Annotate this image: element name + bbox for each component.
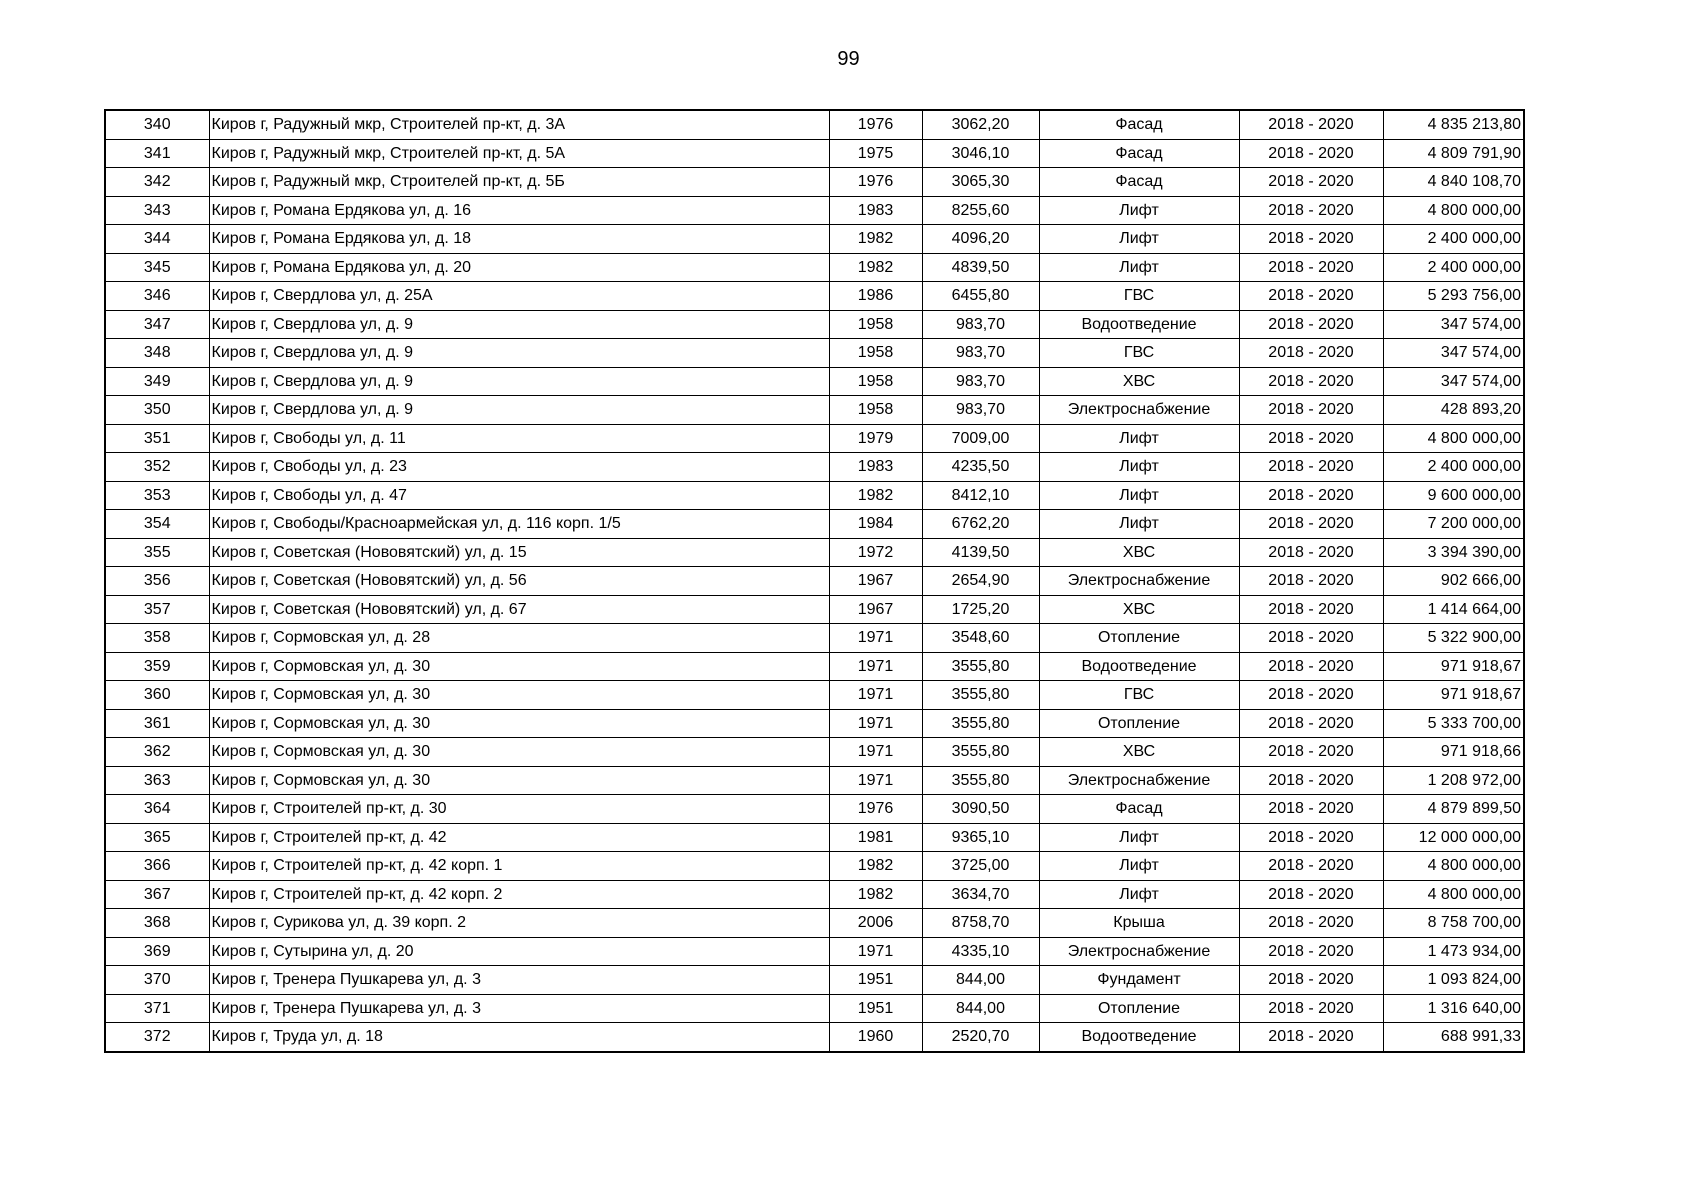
page-number: 99 (837, 48, 860, 70)
address-cell: Киров г, Радужный мкр, Строителей пр-кт, д. 3А (209, 110, 829, 139)
row-number-cell: 354 (105, 510, 209, 539)
year-built-cell: 1967 (829, 567, 922, 596)
row-number-cell: 352 (105, 453, 209, 482)
cost-cell: 2 400 000,00 (1383, 225, 1524, 254)
table-row (105, 253, 1524, 282)
address-cell: Киров г, Романа Ердякова ул, д. 16 (209, 196, 829, 225)
table-row (105, 567, 1524, 596)
cost-cell: 971 918,67 (1383, 681, 1524, 710)
table-row (105, 310, 1524, 339)
work-type-cell: Лифт (1039, 823, 1239, 852)
period-cell: 2018 - 2020 (1239, 738, 1383, 767)
work-type-cell: Лифт (1039, 880, 1239, 909)
period-cell: 2018 - 2020 (1239, 139, 1383, 168)
area-cell: 3555,80 (922, 652, 1039, 681)
period-cell: 2018 - 2020 (1239, 110, 1383, 139)
address-cell: Киров г, Сормовская ул, д. 30 (209, 766, 829, 795)
area-cell: 3065,30 (922, 168, 1039, 197)
year-built-cell: 1971 (829, 738, 922, 767)
work-type-cell: Лифт (1039, 225, 1239, 254)
table-row (105, 367, 1524, 396)
cost-cell: 688 991,33 (1383, 1023, 1524, 1052)
work-type-cell: Фасад (1039, 110, 1239, 139)
row-number-cell: 340 (105, 110, 209, 139)
year-built-cell: 1983 (829, 453, 922, 482)
work-type-cell: Лифт (1039, 253, 1239, 282)
table-row (105, 396, 1524, 425)
year-built-cell: 1976 (829, 110, 922, 139)
year-built-cell: 1975 (829, 139, 922, 168)
row-number-cell: 369 (105, 937, 209, 966)
cost-cell: 12 000 000,00 (1383, 823, 1524, 852)
period-cell: 2018 - 2020 (1239, 225, 1383, 254)
year-built-cell: 1958 (829, 339, 922, 368)
year-built-cell: 1951 (829, 994, 922, 1023)
work-type-cell: Фундамент (1039, 966, 1239, 995)
table-row (105, 795, 1524, 824)
work-type-cell: Крыша (1039, 909, 1239, 938)
work-type-cell: ГВС (1039, 339, 1239, 368)
period-cell: 2018 - 2020 (1239, 852, 1383, 881)
area-cell: 3046,10 (922, 139, 1039, 168)
address-cell: Киров г, Сутырина ул, д. 20 (209, 937, 829, 966)
table-row (105, 909, 1524, 938)
cost-cell: 428 893,20 (1383, 396, 1524, 425)
area-cell: 844,00 (922, 966, 1039, 995)
work-type-cell: Отопление (1039, 709, 1239, 738)
year-built-cell: 1958 (829, 367, 922, 396)
year-built-cell: 1971 (829, 937, 922, 966)
area-cell: 983,70 (922, 310, 1039, 339)
cost-cell: 4 800 000,00 (1383, 424, 1524, 453)
work-type-cell: Отопление (1039, 624, 1239, 653)
table-row (105, 538, 1524, 567)
work-type-cell: ХВС (1039, 595, 1239, 624)
row-number-cell: 358 (105, 624, 209, 653)
period-cell: 2018 - 2020 (1239, 538, 1383, 567)
address-cell: Киров г, Свердлова ул, д. 9 (209, 396, 829, 425)
year-built-cell: 1982 (829, 225, 922, 254)
table-row (105, 709, 1524, 738)
cost-cell: 5 322 900,00 (1383, 624, 1524, 653)
table-row (105, 880, 1524, 909)
period-cell: 2018 - 2020 (1239, 652, 1383, 681)
table-body (105, 110, 1524, 1052)
area-cell: 4096,20 (922, 225, 1039, 254)
work-type-cell: Лифт (1039, 453, 1239, 482)
cost-cell: 4 800 000,00 (1383, 196, 1524, 225)
row-number-cell: 364 (105, 795, 209, 824)
row-number-cell: 344 (105, 225, 209, 254)
area-cell: 2520,70 (922, 1023, 1039, 1052)
period-cell: 2018 - 2020 (1239, 253, 1383, 282)
address-cell: Киров г, Советская (Нововятский) ул, д. 56 (209, 567, 829, 596)
row-number-cell: 367 (105, 880, 209, 909)
year-built-cell: 1971 (829, 652, 922, 681)
table-row (105, 652, 1524, 681)
period-cell: 2018 - 2020 (1239, 196, 1383, 225)
table-row (105, 453, 1524, 482)
work-type-cell: Лифт (1039, 481, 1239, 510)
area-cell: 8758,70 (922, 909, 1039, 938)
area-cell: 3090,50 (922, 795, 1039, 824)
work-type-cell: Фасад (1039, 795, 1239, 824)
cost-cell: 5 293 756,00 (1383, 282, 1524, 311)
row-number-cell: 348 (105, 339, 209, 368)
period-cell: 2018 - 2020 (1239, 567, 1383, 596)
address-cell: Киров г, Свердлова ул, д. 9 (209, 339, 829, 368)
cost-cell: 1 414 664,00 (1383, 595, 1524, 624)
area-cell: 3555,80 (922, 766, 1039, 795)
address-cell: Киров г, Строителей пр-кт, д. 42 (209, 823, 829, 852)
period-cell: 2018 - 2020 (1239, 937, 1383, 966)
area-cell: 7009,00 (922, 424, 1039, 453)
work-type-cell: Фасад (1039, 168, 1239, 197)
address-cell: Киров г, Строителей пр-кт, д. 42 корп. 2 (209, 880, 829, 909)
area-cell: 983,70 (922, 396, 1039, 425)
cost-cell: 4 800 000,00 (1383, 880, 1524, 909)
period-cell: 2018 - 2020 (1239, 909, 1383, 938)
address-cell: Киров г, Сормовская ул, д. 30 (209, 738, 829, 767)
period-cell: 2018 - 2020 (1239, 795, 1383, 824)
row-number-cell: 346 (105, 282, 209, 311)
period-cell: 2018 - 2020 (1239, 481, 1383, 510)
row-number-cell: 353 (105, 481, 209, 510)
area-cell: 3634,70 (922, 880, 1039, 909)
year-built-cell: 1982 (829, 481, 922, 510)
address-cell: Киров г, Свердлова ул, д. 9 (209, 367, 829, 396)
area-cell: 3555,80 (922, 738, 1039, 767)
table-row (105, 481, 1524, 510)
cost-cell: 3 394 390,00 (1383, 538, 1524, 567)
area-cell: 1725,20 (922, 595, 1039, 624)
row-number-cell: 345 (105, 253, 209, 282)
address-cell: Киров г, Романа Ердякова ул, д. 18 (209, 225, 829, 254)
period-cell: 2018 - 2020 (1239, 880, 1383, 909)
cost-cell: 2 400 000,00 (1383, 253, 1524, 282)
table-row (105, 595, 1524, 624)
year-built-cell: 1976 (829, 168, 922, 197)
table-row (105, 196, 1524, 225)
cost-cell: 971 918,66 (1383, 738, 1524, 767)
row-number-cell: 341 (105, 139, 209, 168)
period-cell: 2018 - 2020 (1239, 624, 1383, 653)
year-built-cell: 1983 (829, 196, 922, 225)
work-type-cell: Водоотведение (1039, 652, 1239, 681)
cost-cell: 1 208 972,00 (1383, 766, 1524, 795)
area-cell: 3555,80 (922, 709, 1039, 738)
year-built-cell: 1982 (829, 880, 922, 909)
period-cell: 2018 - 2020 (1239, 595, 1383, 624)
period-cell: 2018 - 2020 (1239, 766, 1383, 795)
year-built-cell: 1971 (829, 681, 922, 710)
work-type-cell: Водоотведение (1039, 310, 1239, 339)
period-cell: 2018 - 2020 (1239, 453, 1383, 482)
table-row (105, 994, 1524, 1023)
table-row (105, 282, 1524, 311)
period-cell: 2018 - 2020 (1239, 1023, 1383, 1052)
area-cell: 4139,50 (922, 538, 1039, 567)
area-cell: 9365,10 (922, 823, 1039, 852)
row-number-cell: 363 (105, 766, 209, 795)
cost-cell: 8 758 700,00 (1383, 909, 1524, 938)
row-number-cell: 360 (105, 681, 209, 710)
year-built-cell: 1958 (829, 310, 922, 339)
row-number-cell: 357 (105, 595, 209, 624)
area-cell: 2654,90 (922, 567, 1039, 596)
cost-cell: 7 200 000,00 (1383, 510, 1524, 539)
address-cell: Киров г, Радужный мкр, Строителей пр-кт, д. 5Б (209, 168, 829, 197)
table-row (105, 624, 1524, 653)
cost-cell: 1 093 824,00 (1383, 966, 1524, 995)
year-built-cell: 1960 (829, 1023, 922, 1052)
area-cell: 8412,10 (922, 481, 1039, 510)
cost-cell: 1 473 934,00 (1383, 937, 1524, 966)
row-number-cell: 355 (105, 538, 209, 567)
address-cell: Киров г, Сормовская ул, д. 30 (209, 709, 829, 738)
work-type-cell: Электроснабжение (1039, 937, 1239, 966)
table-row (105, 225, 1524, 254)
address-cell: Киров г, Романа Ердякова ул, д. 20 (209, 253, 829, 282)
cost-cell: 347 574,00 (1383, 339, 1524, 368)
year-built-cell: 1986 (829, 282, 922, 311)
area-cell: 4839,50 (922, 253, 1039, 282)
year-built-cell: 1971 (829, 766, 922, 795)
work-type-cell: Лифт (1039, 510, 1239, 539)
address-cell: Киров г, Тренера Пушкарева ул, д. 3 (209, 966, 829, 995)
period-cell: 2018 - 2020 (1239, 823, 1383, 852)
work-type-cell: Фасад (1039, 139, 1239, 168)
cost-cell: 971 918,67 (1383, 652, 1524, 681)
table-row (105, 966, 1524, 995)
year-built-cell: 1984 (829, 510, 922, 539)
table-row (105, 510, 1524, 539)
work-type-cell: ХВС (1039, 367, 1239, 396)
address-cell: Киров г, Советская (Нововятский) ул, д. 67 (209, 595, 829, 624)
row-number-cell: 371 (105, 994, 209, 1023)
row-number-cell: 372 (105, 1023, 209, 1052)
cost-cell: 1 316 640,00 (1383, 994, 1524, 1023)
area-cell: 983,70 (922, 339, 1039, 368)
address-cell: Киров г, Свободы ул, д. 11 (209, 424, 829, 453)
address-cell: Киров г, Сормовская ул, д. 28 (209, 624, 829, 653)
row-number-cell: 361 (105, 709, 209, 738)
period-cell: 2018 - 2020 (1239, 966, 1383, 995)
row-number-cell: 359 (105, 652, 209, 681)
row-number-cell: 365 (105, 823, 209, 852)
row-number-cell: 368 (105, 909, 209, 938)
period-cell: 2018 - 2020 (1239, 339, 1383, 368)
address-cell: Киров г, Сормовская ул, д. 30 (209, 652, 829, 681)
period-cell: 2018 - 2020 (1239, 994, 1383, 1023)
period-cell: 2018 - 2020 (1239, 681, 1383, 710)
year-built-cell: 2006 (829, 909, 922, 938)
work-type-cell: ГВС (1039, 282, 1239, 311)
address-cell: Киров г, Свободы ул, д. 47 (209, 481, 829, 510)
cost-cell: 4 879 899,50 (1383, 795, 1524, 824)
row-number-cell: 351 (105, 424, 209, 453)
row-number-cell: 356 (105, 567, 209, 596)
work-type-cell: Электроснабжение (1039, 766, 1239, 795)
table-row (105, 937, 1524, 966)
area-cell: 8255,60 (922, 196, 1039, 225)
address-cell: Киров г, Строителей пр-кт, д. 30 (209, 795, 829, 824)
row-number-cell: 366 (105, 852, 209, 881)
period-cell: 2018 - 2020 (1239, 367, 1383, 396)
table-row (105, 766, 1524, 795)
table-row (105, 738, 1524, 767)
address-cell: Киров г, Сормовская ул, д. 30 (209, 681, 829, 710)
cost-cell: 4 840 108,70 (1383, 168, 1524, 197)
period-cell: 2018 - 2020 (1239, 168, 1383, 197)
period-cell: 2018 - 2020 (1239, 282, 1383, 311)
area-cell: 3062,20 (922, 110, 1039, 139)
year-built-cell: 1951 (829, 966, 922, 995)
table-row (105, 139, 1524, 168)
address-cell: Киров г, Строителей пр-кт, д. 42 корп. 1 (209, 852, 829, 881)
area-cell: 3725,00 (922, 852, 1039, 881)
period-cell: 2018 - 2020 (1239, 424, 1383, 453)
table-row (105, 339, 1524, 368)
cost-cell: 347 574,00 (1383, 367, 1524, 396)
work-type-cell: Водоотведение (1039, 1023, 1239, 1052)
table-row (105, 168, 1524, 197)
table-row (105, 681, 1524, 710)
work-type-cell: ГВС (1039, 681, 1239, 710)
work-type-cell: ХВС (1039, 738, 1239, 767)
cost-cell: 9 600 000,00 (1383, 481, 1524, 510)
address-cell: Киров г, Труда ул, д. 18 (209, 1023, 829, 1052)
year-built-cell: 1982 (829, 253, 922, 282)
year-built-cell: 1976 (829, 795, 922, 824)
table-row (105, 110, 1524, 139)
cost-cell: 2 400 000,00 (1383, 453, 1524, 482)
cost-cell: 5 333 700,00 (1383, 709, 1524, 738)
area-cell: 6762,20 (922, 510, 1039, 539)
period-cell: 2018 - 2020 (1239, 709, 1383, 738)
year-built-cell: 1981 (829, 823, 922, 852)
area-cell: 4335,10 (922, 937, 1039, 966)
table-row (105, 852, 1524, 881)
repair-program-table (104, 109, 1525, 1053)
address-cell: Киров г, Свердлова ул, д. 25А (209, 282, 829, 311)
work-type-cell: ХВС (1039, 538, 1239, 567)
address-cell: Киров г, Свердлова ул, д. 9 (209, 310, 829, 339)
year-built-cell: 1971 (829, 624, 922, 653)
work-type-cell: Лифт (1039, 424, 1239, 453)
year-built-cell: 1958 (829, 396, 922, 425)
cost-cell: 4 809 791,90 (1383, 139, 1524, 168)
address-cell: Киров г, Тренера Пушкарева ул, д. 3 (209, 994, 829, 1023)
cost-cell: 4 800 000,00 (1383, 852, 1524, 881)
year-built-cell: 1967 (829, 595, 922, 624)
year-built-cell: 1972 (829, 538, 922, 567)
row-number-cell: 343 (105, 196, 209, 225)
area-cell: 6455,80 (922, 282, 1039, 311)
row-number-cell: 342 (105, 168, 209, 197)
row-number-cell: 370 (105, 966, 209, 995)
table-row (105, 1023, 1524, 1052)
table-row (105, 823, 1524, 852)
row-number-cell: 350 (105, 396, 209, 425)
work-type-cell: Отопление (1039, 994, 1239, 1023)
address-cell: Киров г, Радужный мкр, Строителей пр-кт, д. 5А (209, 139, 829, 168)
period-cell: 2018 - 2020 (1239, 510, 1383, 539)
year-built-cell: 1971 (829, 709, 922, 738)
area-cell: 3555,80 (922, 681, 1039, 710)
period-cell: 2018 - 2020 (1239, 310, 1383, 339)
area-cell: 983,70 (922, 367, 1039, 396)
work-type-cell: Электроснабжение (1039, 396, 1239, 425)
address-cell: Киров г, Советская (Нововятский) ул, д. 15 (209, 538, 829, 567)
area-cell: 3548,60 (922, 624, 1039, 653)
year-built-cell: 1982 (829, 852, 922, 881)
area-cell: 844,00 (922, 994, 1039, 1023)
area-cell: 4235,50 (922, 453, 1039, 482)
address-cell: Киров г, Свободы/Красноармейская ул, д. 116 корп. 1/5 (209, 510, 829, 539)
row-number-cell: 347 (105, 310, 209, 339)
table-row (105, 424, 1524, 453)
year-built-cell: 1979 (829, 424, 922, 453)
address-cell: Киров г, Свободы ул, д. 23 (209, 453, 829, 482)
address-cell: Киров г, Сурикова ул, д. 39 корп. 2 (209, 909, 829, 938)
cost-cell: 902 666,00 (1383, 567, 1524, 596)
work-type-cell: Лифт (1039, 196, 1239, 225)
work-type-cell: Лифт (1039, 852, 1239, 881)
work-type-cell: Электроснабжение (1039, 567, 1239, 596)
period-cell: 2018 - 2020 (1239, 396, 1383, 425)
row-number-cell: 362 (105, 738, 209, 767)
row-number-cell: 349 (105, 367, 209, 396)
cost-cell: 4 835 213,80 (1383, 110, 1524, 139)
cost-cell: 347 574,00 (1383, 310, 1524, 339)
